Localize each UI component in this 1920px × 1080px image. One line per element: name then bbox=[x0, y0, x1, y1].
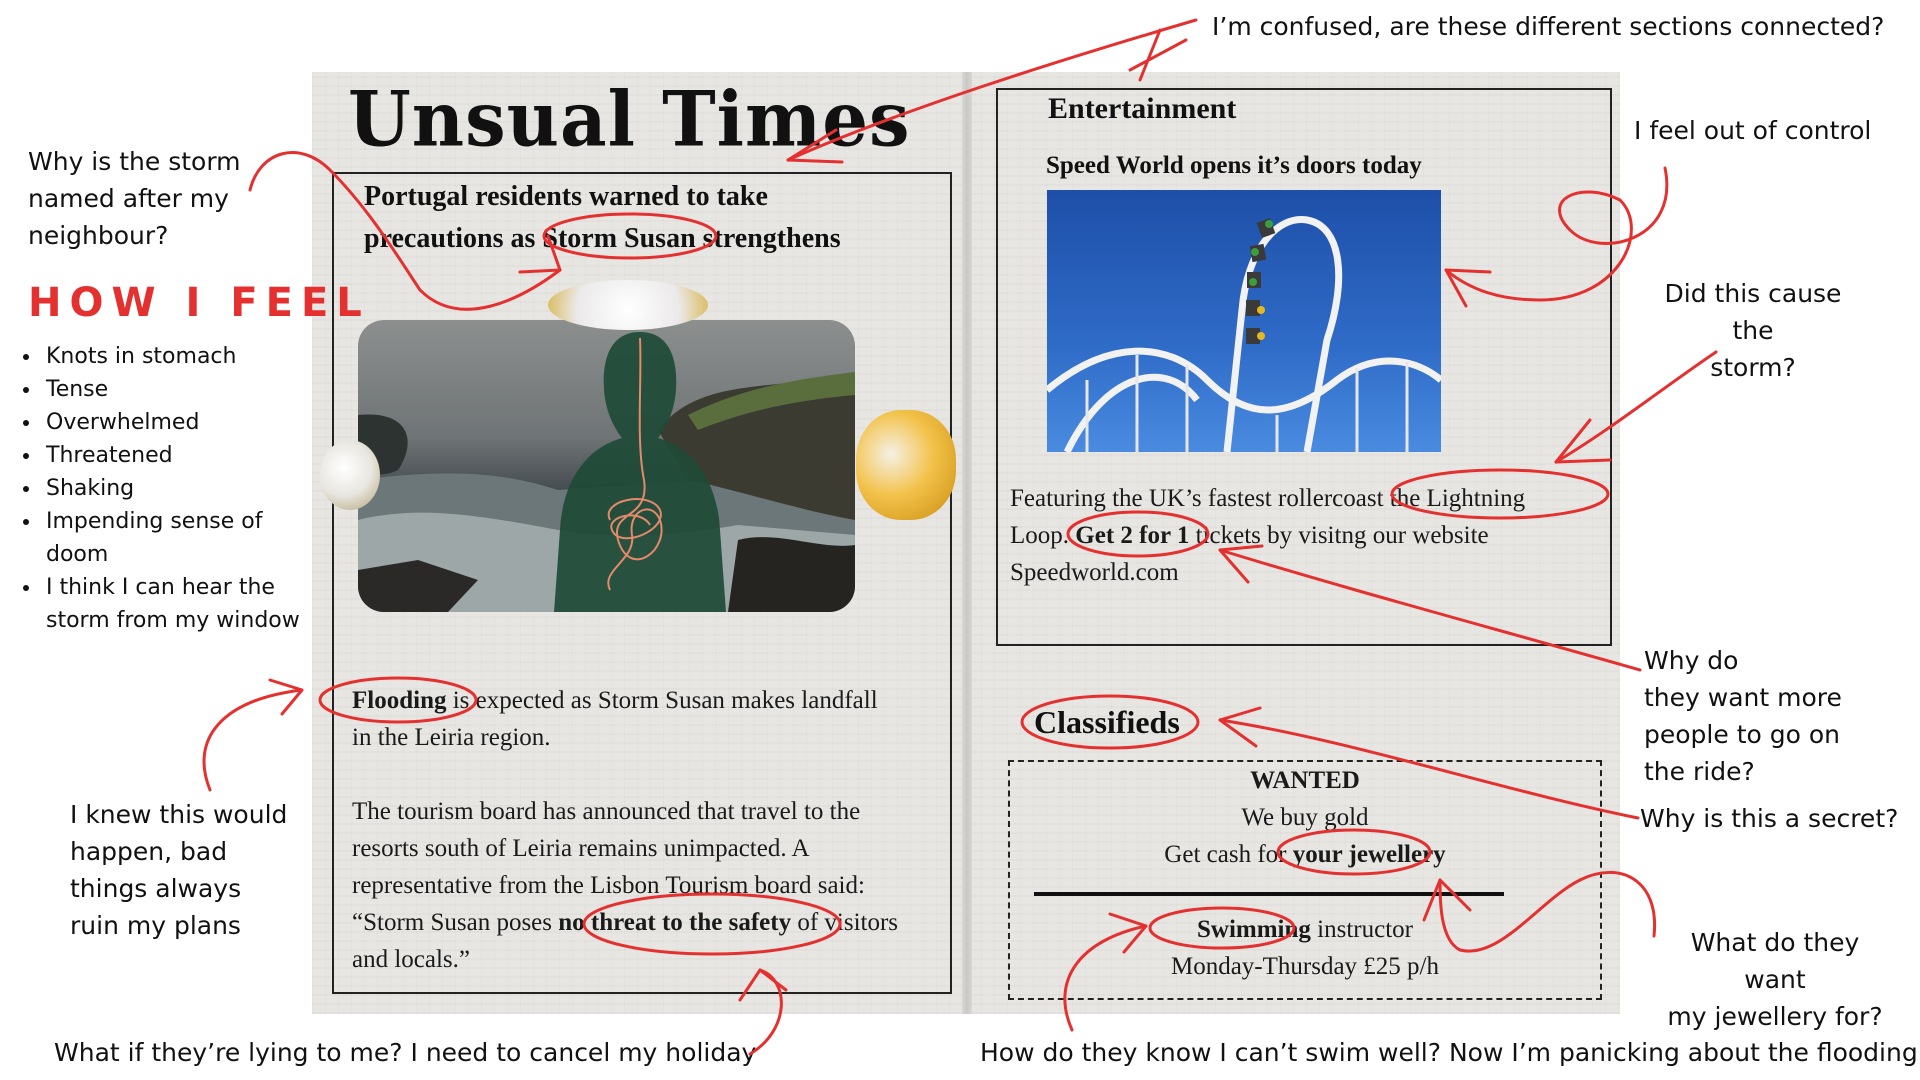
list-item: • Shaking bbox=[42, 472, 326, 505]
arrow-confused bbox=[788, 20, 1196, 160]
circle-no-threat bbox=[584, 894, 840, 954]
list-item: • Knots in stomach bbox=[42, 340, 326, 373]
wanted-ad: WANTED We buy gold Get cash for your jewellery bbox=[1164, 767, 1446, 868]
circle-swimming bbox=[1150, 908, 1294, 948]
note-cause-storm: Did this cause the storm? bbox=[1664, 279, 1842, 382]
circle-flooding bbox=[320, 678, 476, 722]
swimming-word: Swimming bbox=[1197, 916, 1311, 943]
note-swim: How do they know I can’t swim well? Now I’m panicking about the flooding bbox=[980, 1038, 1918, 1067]
how-i-feel-title: HOW I FEEL bbox=[28, 280, 370, 326]
arrow-out-of-control bbox=[1446, 168, 1667, 300]
masthead: Unsual Times bbox=[348, 73, 911, 164]
circle-classifieds bbox=[1022, 696, 1198, 748]
note-confused: I’m confused, are these different sections connected? bbox=[1212, 12, 1885, 41]
flooding-word: Flooding bbox=[352, 687, 447, 714]
storm-name-highlight: Storm Susan bbox=[542, 223, 696, 254]
list-item: • Tense bbox=[42, 373, 326, 406]
note-jewellery: What do they want my jewellery for? bbox=[1667, 928, 1883, 1031]
list-item: • Threatened bbox=[42, 439, 326, 472]
circle-jewellery bbox=[1278, 830, 1430, 874]
storm-paragraph-2: The tourism board has announced that travel to the resorts south of Leiria remains unimpacted. A representative from the Lisbon Tourism board said: “Storm Susan poses no threat to the safety of visitors and locals.” bbox=[352, 798, 899, 973]
list-item: • Impending sense of doom bbox=[42, 505, 276, 571]
two-for-one-offer: Get 2 for 1 bbox=[1075, 522, 1190, 549]
note-lying: What if they’re lying to me? I need to cancel my holiday bbox=[54, 1038, 757, 1067]
note-why-more: Why do they want more people to go on the ride? bbox=[1644, 646, 1842, 786]
swimming-ad: Swimming instructor Monday-Thursday £25 p/h bbox=[1170, 916, 1440, 980]
storm-headline: Portugal residents warned to take precautions as Storm Susan strengthens bbox=[364, 181, 841, 254]
circle-storm-susan bbox=[544, 214, 716, 258]
storm-paragraph-1: Flooding is expected as Storm Susan makes landfall in the Leiria region. bbox=[352, 687, 878, 751]
arrow-secret bbox=[1220, 720, 1638, 818]
arrow-why-more bbox=[1220, 550, 1640, 670]
arrow-jewellery bbox=[1440, 872, 1655, 951]
note-out-of-control: I feel out of control bbox=[1634, 116, 1872, 145]
note-secret: Why is this a secret? bbox=[1640, 804, 1899, 833]
circle-2-for-1 bbox=[1068, 512, 1208, 556]
arrow-knew bbox=[204, 690, 302, 790]
list-item: • I think I can hear the storm from my window bbox=[42, 571, 326, 637]
classifieds-title: Classifieds bbox=[1034, 704, 1180, 740]
list-item: • Overwhelmed bbox=[42, 406, 326, 439]
note-storm-name: Why is the storm named after my neighbour? bbox=[28, 147, 241, 250]
note-knew: I knew this would happen, bad things always ruin my plans bbox=[70, 800, 288, 940]
entertainment-section-title: Entertainment bbox=[1048, 92, 1237, 125]
circle-lightning bbox=[1392, 470, 1608, 518]
speedworld-paragraph: Featuring the UK’s fastest rollercoast the Lightning Loop. Get 2 for 1 tickets by visitng our website Speedworld.com bbox=[1010, 480, 1610, 591]
no-threat-phrase: no threat to the safety bbox=[558, 909, 792, 936]
arrow-storm-name bbox=[250, 153, 560, 310]
speedworld-headline: Speed World opens it’s doors today bbox=[1046, 152, 1422, 179]
speedworld-website: Speedworld.com bbox=[1010, 559, 1179, 586]
jewellery-phrase: your jewellery bbox=[1292, 841, 1446, 868]
arrow-cause-storm bbox=[1556, 352, 1716, 462]
